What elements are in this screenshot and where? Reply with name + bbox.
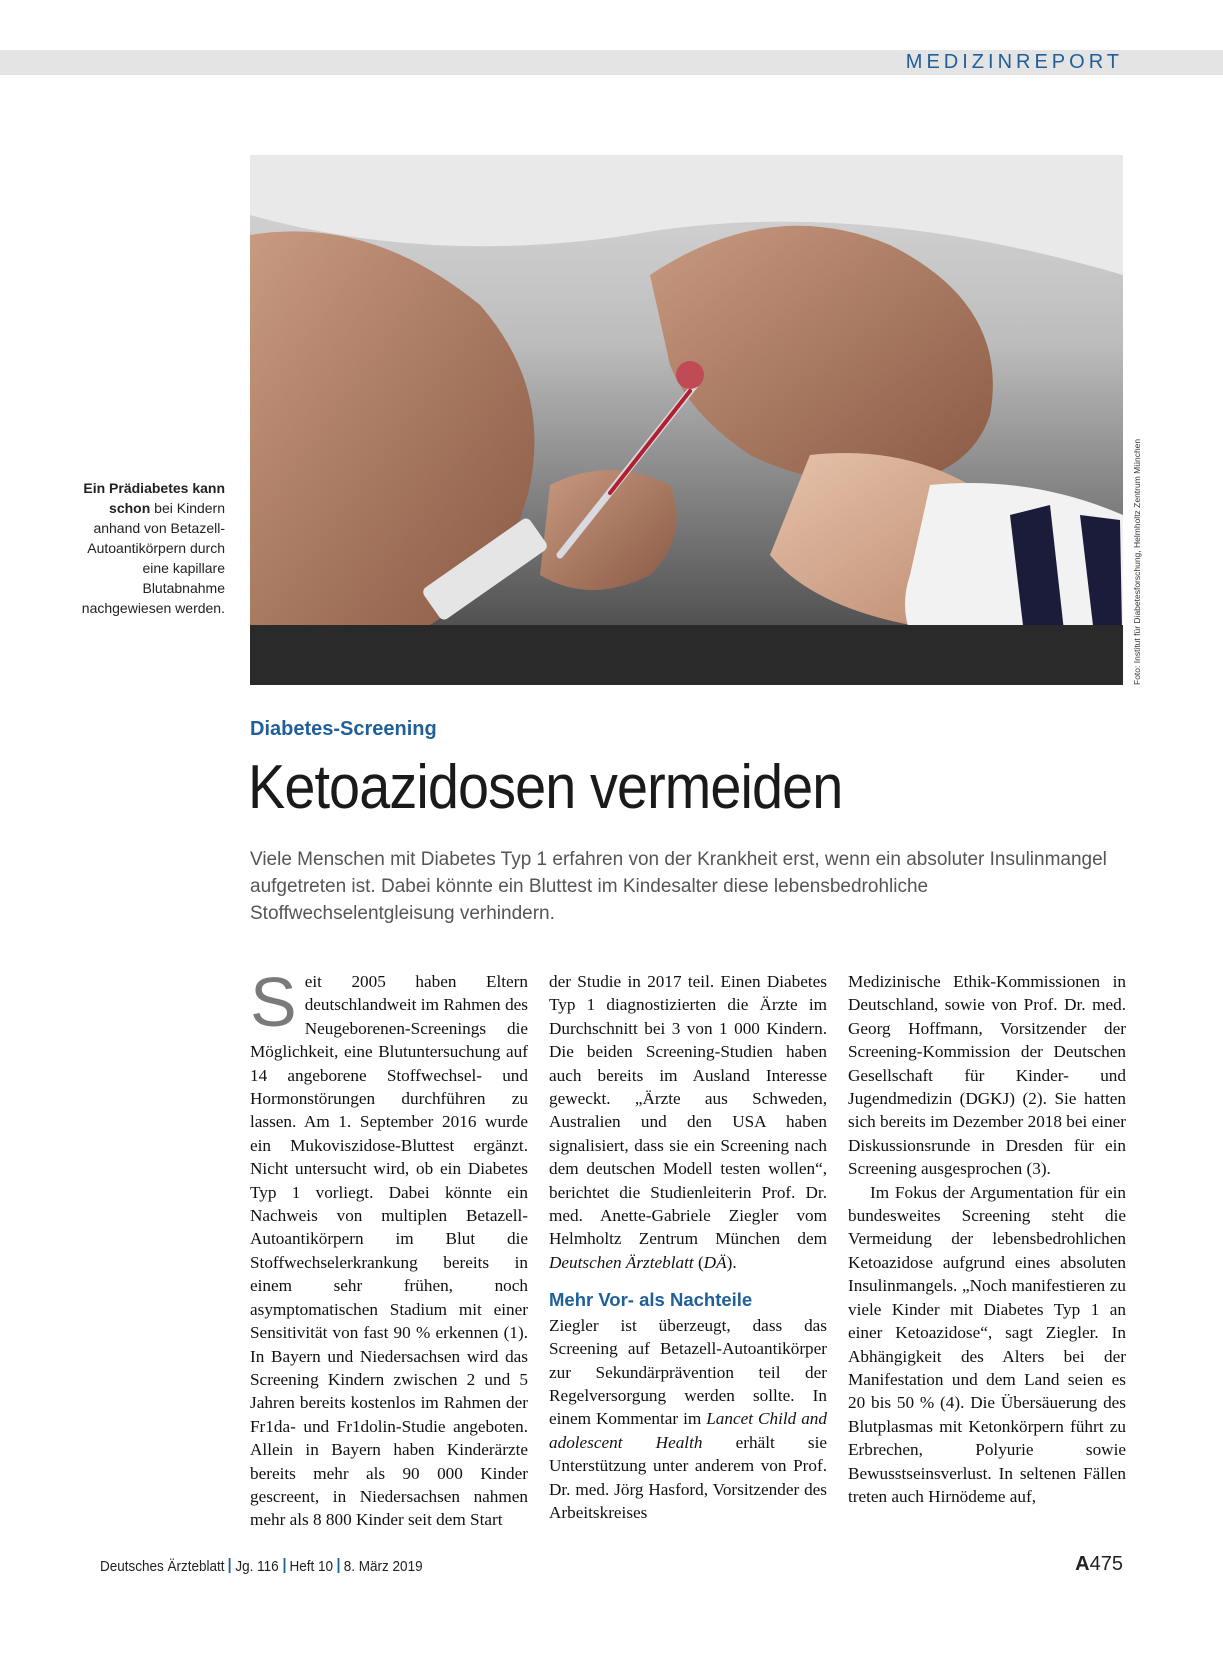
photo-caption xyxy=(80,478,225,618)
subheading: Mehr Vor- als Nachteile xyxy=(549,1289,753,1311)
journal-abbreviation: DÄ xyxy=(703,1252,727,1272)
paragraph: Im Fokus der Argumentation für ein bundesweites Screening steht die Vermeidung der lebensbedrohlichen Ketoazidose aufgrund eines absoluten Insulinmangels. „Noch manifestieren zu viele Kinder mit Diabetes Typ 1 an einer Ketoazidose“, sagt Ziegler. In Abhängigkeit des Alters bei der Manifestation und dem Land seien es 20 bis 50 % (4). Die Übersäuerung des Blutplasmas mit Ketonkörpern führt zu Erbrechen, Polyurie sowie Bewusstseinsverlust. In seltenen Fällen treten auch Hirnödeme auf, xyxy=(848,1182,1126,1506)
article-photo xyxy=(250,155,1123,685)
page-prefix: A xyxy=(1075,1553,1090,1575)
footer-issue: Heft 10 xyxy=(289,1558,333,1575)
footer-date: 8. März 2019 xyxy=(343,1558,423,1575)
article-lead: Viele Menschen mit Diabetes Typ 1 erfahren von der Krankheit erst, wenn ein absoluter Insulinmangel aufgetreten ist. Dabei könnte ein Bluttest im Kindesalter diese lebensbedrohliche Stoffwechselentgleisung verhindern. xyxy=(250,849,1107,924)
text-column-2 xyxy=(549,970,827,1524)
paragraph xyxy=(549,970,827,1274)
article-title: Ketoazidosen vermeiden xyxy=(248,753,843,822)
page-footer xyxy=(100,1558,423,1575)
caption-lead-in: Ein Prädiabetes kann schon xyxy=(83,480,225,516)
photo-credit-text: Foto: Institut für Diabetesforschung, Helmholtz Zentrum München xyxy=(1132,438,1142,685)
paragraph-text: Ziegler ist überzeugt, dass das Screening auf Betazell-Autoantikörper zur Sekundärprävention teil der Regelversorgung werden sollte. In einem Kommentar im xyxy=(549,1315,827,1429)
paragraph-text: der Studie in 2017 teil. Einen Diabetes Typ 1 diagnostizierten die Ärzte im Durchschnitt bei 3 von 1 000 Kindern. Die beiden Screening-Studien haben auch bereits im Ausland Interesse geweckt. „Ärzte aus Schweden, Australien und den USA haben signalisiert, dass sie ein Screening nach dem deutschen Modell testen wollen“, berichtet die Studienleiterin Prof. Dr. med. Anette-Gabriele Ziegler vom Helmholtz Zentrum München dem xyxy=(549,972,827,1249)
text-column-1 xyxy=(250,963,528,1532)
paragraph-text: eit 2005 haben Eltern deutschlandweit im Rahmen des Neugeborenen-Screenings die Möglichkeit, eine Blutuntersuchung auf 14 angeborene Stoffwechsel- und Hormonstörungen durchführen zu lassen. Am 1. September 2016 wurde ein Mukoviszidose-Bluttest ergänzt. Nicht untersucht wird, ob ein Diabetes Typ 1 vorliegt. Dabei könnte ein Nachweis von multiplen Betazell-Autoantikörpern im Blut die Stoffwechselerkrankung bereits in einem sehr frühen, noch asymptomatischen Stadium mit einer Sensitivität von fast 90 % erkennen (1). In Bayern und Niedersachsen wird das Screening Kindern zwischen 2 und 5 Jahren bereits kostenlos im Rahmen der Fr1da- und Fr1dolin-Studie angeboten. Allein in Bayern haben Kinderärzte bereits mehr als 90 000 Kinder gescreent, in Niedersachsen nahmen mehr als 8 800 Kinder seit dem Start xyxy=(250,972,528,1530)
footer-separator xyxy=(283,1558,285,1573)
paragraph-text: ). xyxy=(726,1252,737,1272)
paragraph-text: erhält sie Unterstützung unter anderem von Prof. Dr. med. Jörg Hasford, Vorsitzender des Arbeitskreises xyxy=(549,1432,828,1522)
section-label: MEDIZINREPORT xyxy=(905,51,1123,73)
footer-separator xyxy=(337,1558,339,1573)
page-number xyxy=(1075,1553,1123,1576)
paragraph: Medizinische Ethik-Kommissionen in Deutschland, sowie von Prof. Dr. med. Georg Hoffmann, Vorsitzender der Screening-Kommission der Deutschen Gesellschaft für Kinder- und Jugendmedizin (DGKJ) (2). Sie hatten sich bereits im Dezember 2018 bei einer Diskussionsrunde in Dresden für ein Screening ausgesprochen (3). xyxy=(848,972,1126,1179)
footer-volume: Jg. 116 xyxy=(235,1558,279,1575)
article-kicker: Diabetes-Screening xyxy=(250,718,437,740)
photo-illustration xyxy=(250,155,1123,685)
page-number-value: 475 xyxy=(1089,1553,1123,1575)
journal-name: Deutschen Ärzteblatt xyxy=(549,1252,694,1272)
footer-journal: Deutsches Ärzteblatt xyxy=(100,1558,225,1575)
paragraph xyxy=(250,963,528,1532)
paragraph xyxy=(549,1314,827,1525)
drop-cap: S xyxy=(250,963,297,1041)
paragraph-text: ( xyxy=(693,1252,704,1272)
journal-name: Lancet Child and adolescent Health xyxy=(549,1409,827,1452)
photo-credit xyxy=(1132,438,1223,685)
caption-text: bei Kindern anhand von Betazell-Autoantikörpern durch eine kapillare Blutabnahme nachgewiesen werden. xyxy=(81,500,225,616)
text-column-3 xyxy=(848,970,1126,1508)
footer-separator xyxy=(229,1558,231,1573)
